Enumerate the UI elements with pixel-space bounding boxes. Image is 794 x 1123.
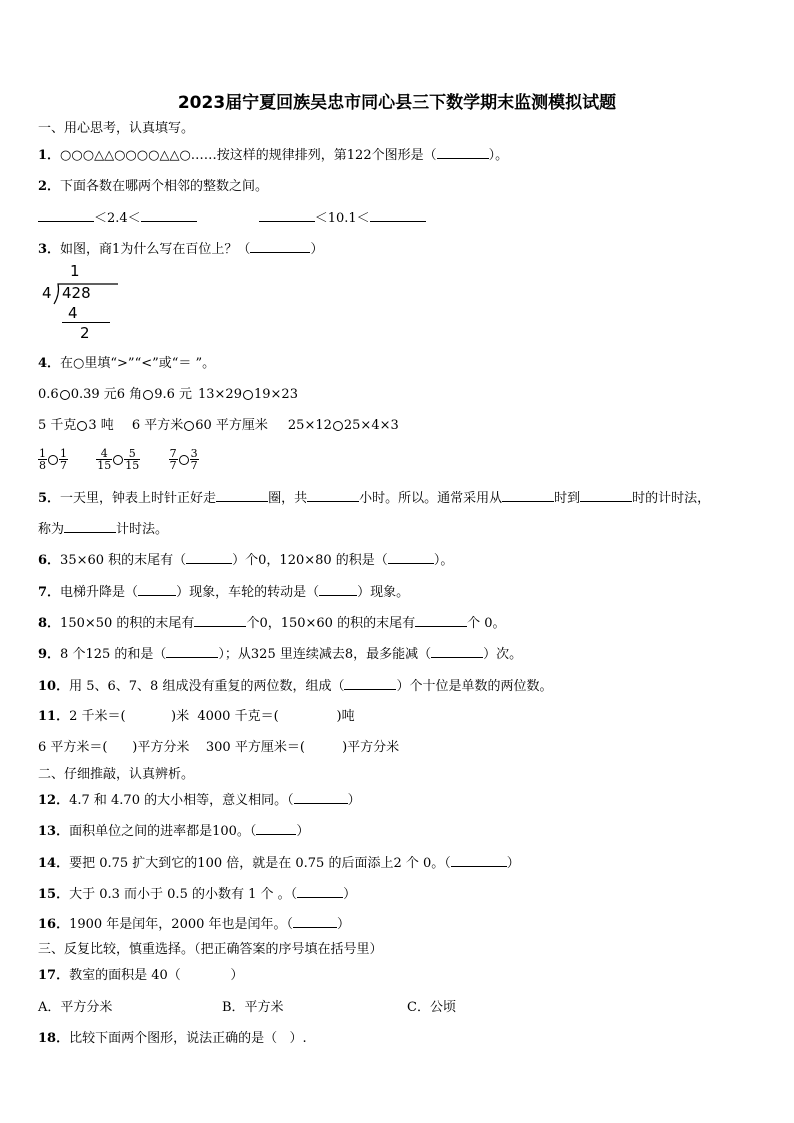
fraction: $\frac{1}{8}$ [39, 447, 46, 472]
question-3: 3．如图，商1为什么写在百位上？（ ） [38, 242, 324, 257]
answer-blank[interactable] [186, 551, 232, 564]
option-b[interactable]: B．平方米 [222, 1000, 284, 1015]
question-2: 2．下面各数在哪两个相邻的整数之间。 [38, 179, 269, 194]
division-divisor: 4 [42, 284, 52, 302]
division-quotient: 1 [70, 262, 80, 280]
compare-circle[interactable] [113, 455, 123, 465]
question-13: 13．面积单位之间的进率都是100。（ ） [38, 824, 310, 839]
compare-circle[interactable] [77, 421, 87, 431]
fraction: $\frac{1}{7}$ [60, 447, 67, 472]
answer-blank[interactable] [580, 489, 632, 502]
section-3-heading: 三、反复比较，慎重选择。（把正确答案的序号填在括号里） [38, 942, 383, 957]
compare-circle[interactable] [179, 455, 189, 465]
answer-blank[interactable] [431, 645, 483, 658]
answer-blank[interactable] [141, 209, 197, 222]
answer-blank[interactable] [451, 854, 507, 867]
question-15: 15．大于 0.3 而小于 0.5 的小数有 1 个 。（ ） [38, 887, 357, 902]
answer-blank[interactable] [259, 209, 315, 222]
answer-blank[interactable] [38, 209, 94, 222]
compare-circle[interactable] [143, 390, 153, 400]
division-product: 4 [68, 304, 78, 322]
question-4-fractions [38, 446, 199, 474]
compare-circle[interactable] [333, 421, 343, 431]
answer-blank[interactable] [415, 614, 467, 627]
question-5: 5．一天里，钟表上时针正好走 圈，共 小时。所以。通常采用从 时到 时的计时法， [38, 491, 711, 506]
answer-blank[interactable] [307, 489, 359, 502]
question-14: 14．要把 0.75 扩大到它的100 倍，就是在 0.75 的后面添上2 个 0。（ ） [38, 856, 520, 871]
answer-blank[interactable] [194, 614, 246, 627]
answer-blank[interactable] [344, 677, 396, 690]
question-8: 8．150×50 的积的末尾有 个0，150×60 的积的末尾有 个 0。 [38, 616, 506, 631]
question-5-continued: 称为 计时法。 [38, 522, 169, 537]
compare-circle[interactable] [184, 421, 194, 431]
question-11: 11．2 千米＝( )米 4000 千克＝( )吨 [38, 709, 355, 724]
question-4-row-1: 0.6 0.39 元6 角 9.6 元 13×29 19×23 [38, 387, 298, 402]
division-remainder: 2 [80, 324, 90, 342]
fraction: $\frac{5}{15}$ [125, 447, 140, 472]
question-18: 18．比较下面两个图形，说法正确的是（ ）. [38, 1031, 307, 1046]
fraction: $\frac{7}{7}$ [169, 447, 177, 472]
question-2-blanks: ＜2.4＜ ＜10.1＜ [38, 209, 426, 228]
question-16: 16．1900 年是闰年，2000 年也是闰年。（ ） [38, 917, 351, 932]
compare-circle[interactable] [243, 390, 253, 400]
section-2-heading: 二、仔细推敲，认真辨析。 [38, 767, 195, 782]
fraction: $\frac{4}{15}$ [97, 447, 112, 472]
answer-blank[interactable] [319, 583, 357, 596]
compare-circle[interactable] [48, 455, 58, 465]
division-line [62, 322, 110, 323]
question-6: 6．35×60 积的末尾有（ ）个0，120×80 的积是（ ）。 [38, 553, 454, 568]
question-7: 7．电梯升降是（ ）现象，车轮的转动是（ ）现象。 [38, 585, 410, 600]
answer-blank[interactable] [64, 520, 116, 533]
answer-blank[interactable] [437, 146, 489, 159]
answer-blank[interactable] [370, 209, 426, 222]
answer-blank[interactable] [216, 489, 268, 502]
option-a[interactable]: A．平方分米 [38, 1000, 113, 1015]
question-4: 4．在○里填“>”“<”或“＝ ”。 [38, 356, 216, 371]
question-4-row-2: 5 千克 3 吨 6 平方米 60 平方厘米 25×12 25×4×3 [38, 418, 399, 433]
answer-blank[interactable] [502, 489, 554, 502]
division-dividend: 428 [62, 284, 91, 302]
fraction: $\frac{3}{7}$ [190, 447, 198, 472]
answer-blank[interactable] [250, 240, 310, 253]
answer-blank[interactable] [138, 583, 176, 596]
answer-blank[interactable] [388, 551, 434, 564]
compare-circle[interactable] [60, 390, 70, 400]
answer-blank[interactable] [166, 645, 218, 658]
question-10: 10．用 5、6、7、8 组成没有重复的两位数，组成（ ）个十位是单数的两位数。 [38, 679, 553, 694]
answer-blank[interactable] [293, 915, 337, 928]
answer-blank[interactable] [294, 791, 348, 804]
question-1: 1．○○○△△○○○○△△○……按这样的规律排列，第122个图形是（ ）。 [38, 148, 509, 163]
option-c[interactable]: C．公顷 [407, 1000, 456, 1015]
question-9: 9．8 个125 的和是（ ）；从325 里连续减去8，最多能减（ ）次。 [38, 647, 523, 662]
question-11-line-2: 6 平方米＝( )平方分米 300 平方厘米＝( )平方分米 [38, 740, 400, 755]
question-17: 17．教室的面积是 40（ ） [38, 968, 244, 983]
question-12: 12．4.7 和 4.70 的大小相等，意义相同。（ ） [38, 793, 361, 808]
section-1-heading: 一、用心思考，认真填写。 [38, 121, 195, 136]
answer-blank[interactable] [297, 885, 343, 898]
answer-blank[interactable] [256, 822, 296, 835]
page-title: 2023届宁夏回族吴忠市同心县三下数学期末监测模拟试题 [177, 93, 617, 113]
long-division-figure [42, 262, 122, 342]
